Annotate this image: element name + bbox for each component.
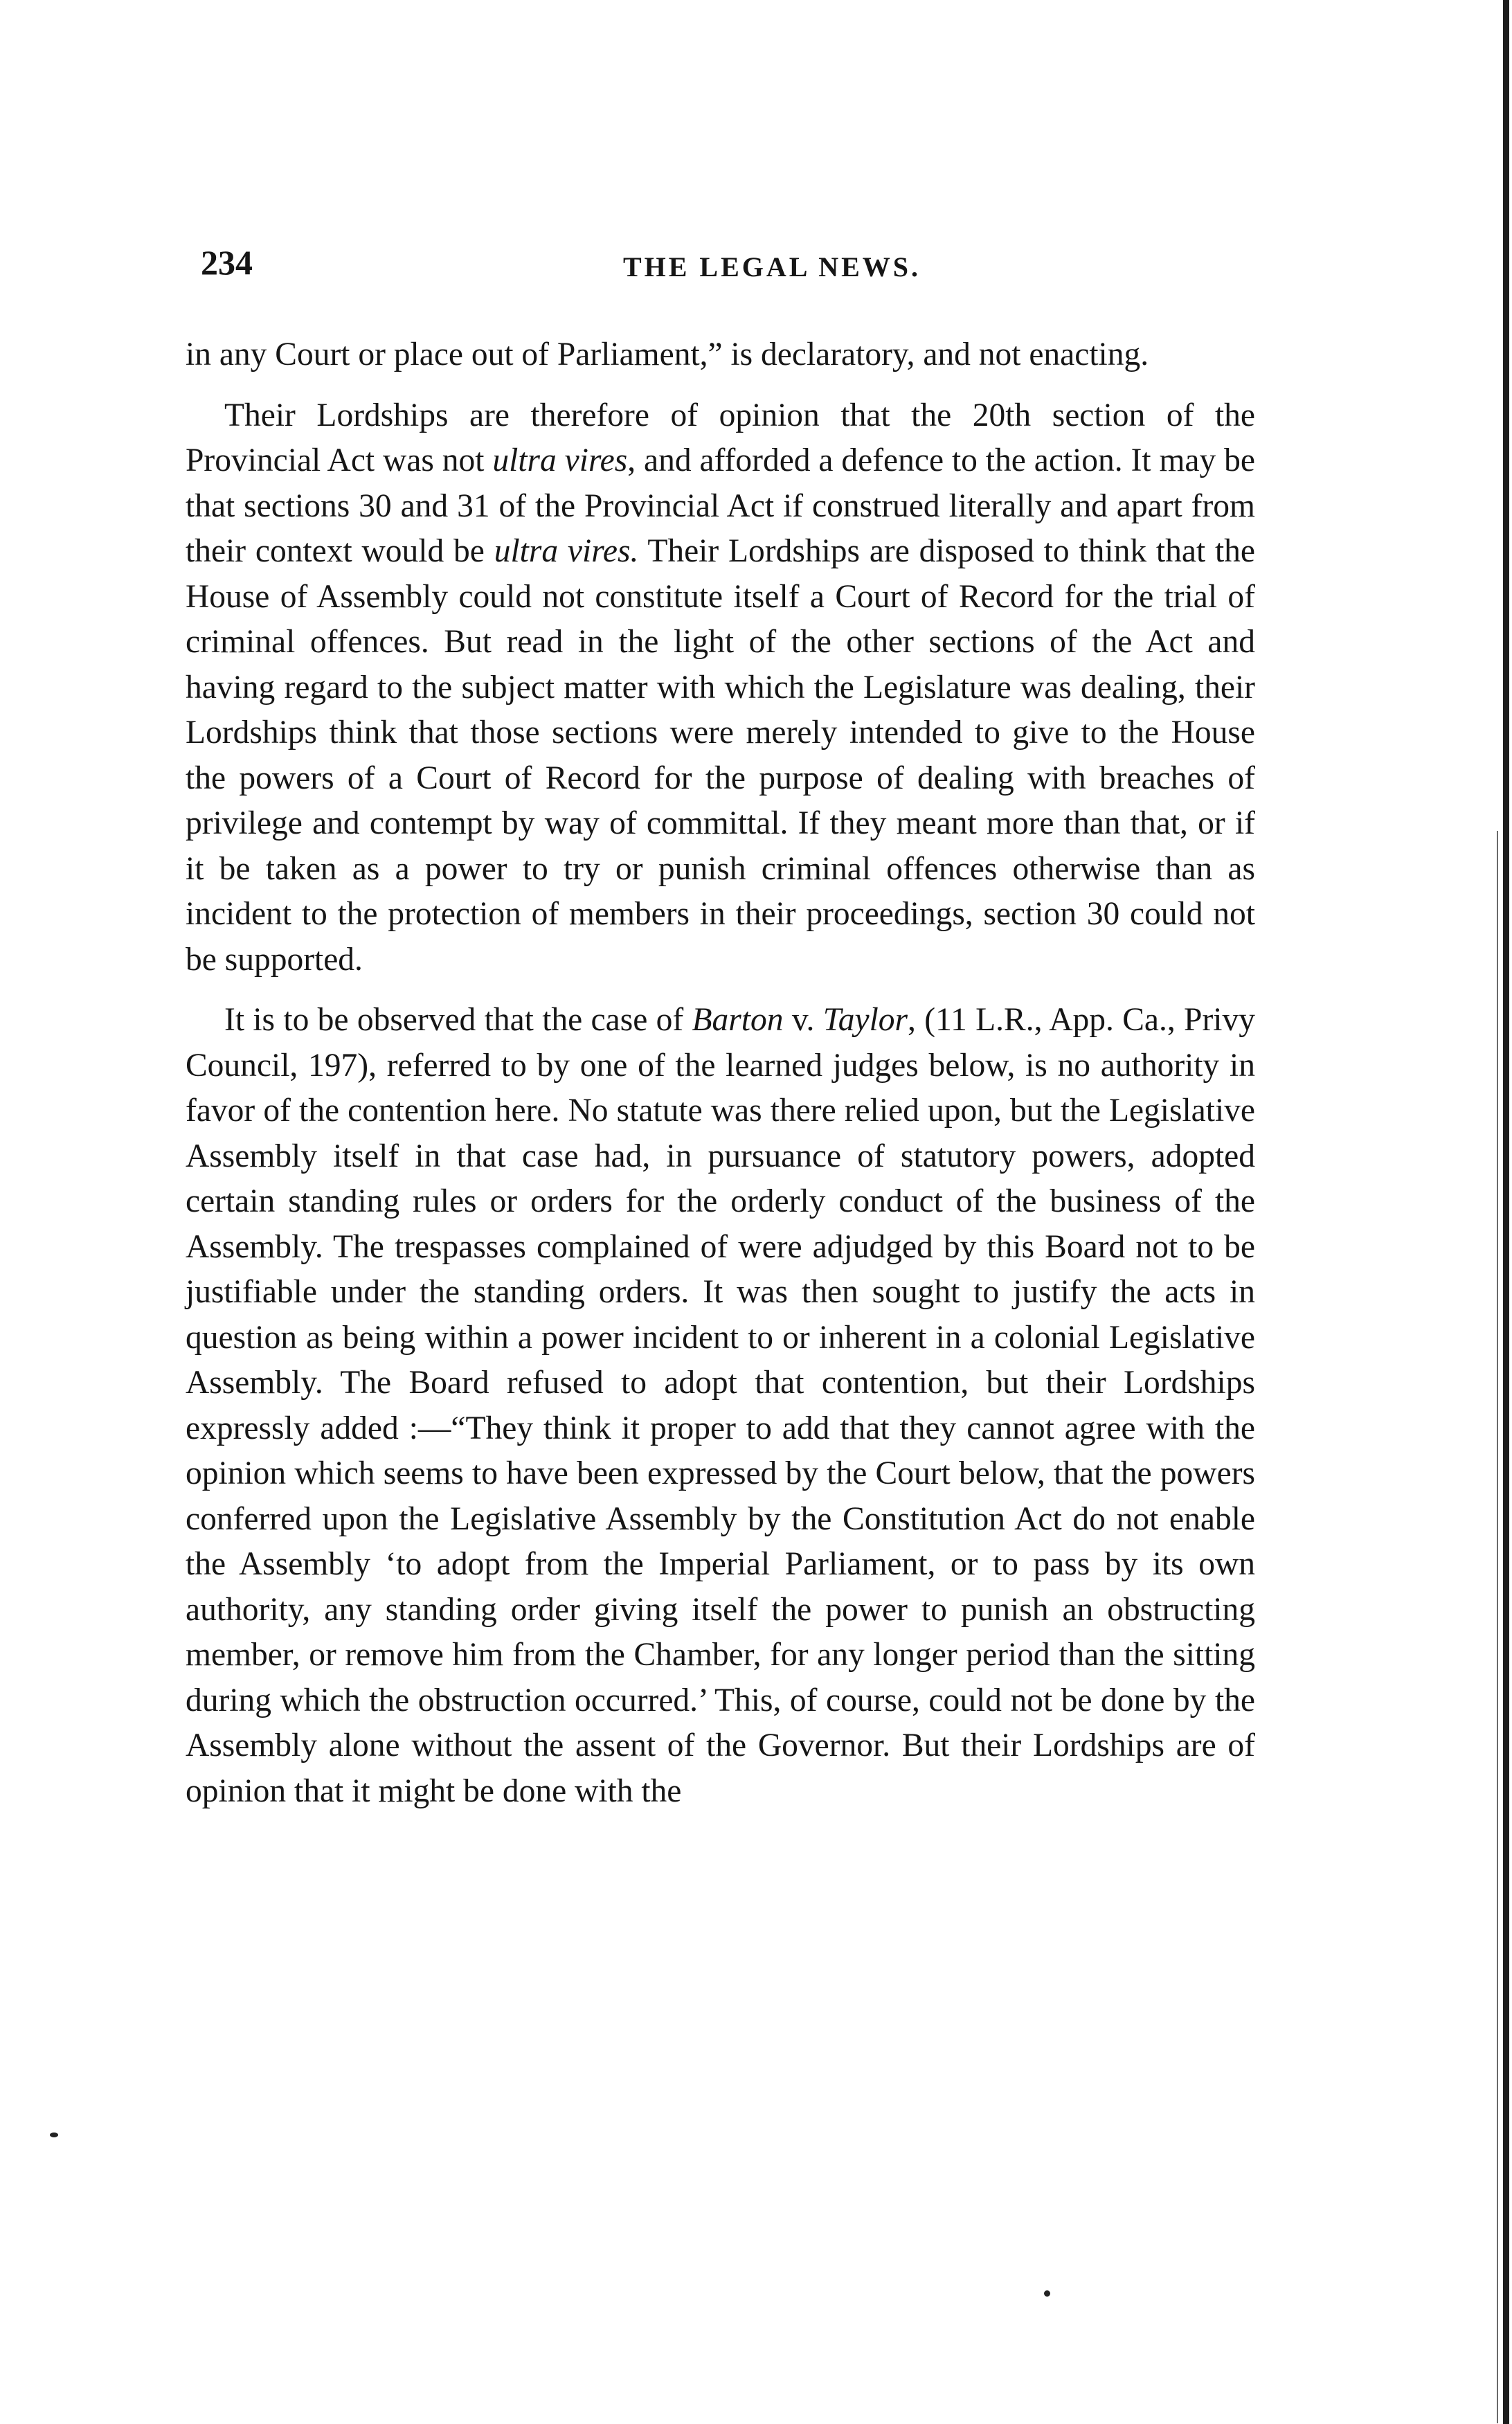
- text-run: It is to be observed that the case of: [224, 1002, 692, 1038]
- running-title: THE LEGAL NEWS.: [622, 251, 921, 282]
- ink-speck: [50, 2133, 58, 2137]
- paragraph-3: [186, 998, 1255, 1814]
- text-run: in any Court or place out of Parliament,” is declaratory, and not enacting.: [186, 336, 1149, 372]
- page-edge-shadow: [1497, 831, 1498, 2423]
- paragraph-2: [186, 393, 1255, 983]
- text-run: , and afforded a defence to the action. It may be that sections 30 and 31 of the Provincial Act if construed literally and apart from their context would be: [186, 442, 1255, 569]
- italic-run: ultra vires: [492, 442, 628, 478]
- italic-run: Taylor: [822, 1002, 908, 1038]
- page-number: 234: [201, 243, 253, 282]
- page-header: [201, 242, 1260, 298]
- text-run: Their Lordships are therefore of opinion that the 20th section of the Provincial Act was not: [186, 397, 1255, 478]
- ink-speck: [1044, 2290, 1050, 2297]
- italic-run: Barton: [692, 1002, 784, 1038]
- text-run: v.: [783, 1002, 823, 1038]
- body-text: [186, 332, 1255, 1814]
- paragraph-1: [186, 332, 1255, 378]
- text-run: , (11 L.R., App. Ca., Privy Council, 197), referred to by one of the learned judges below, is no authority in favor of the contention here. No statute was there relied upon, but the Legislative Assembly itself in that case had, in pursuance of statutory powers, adopted certain standing rules or orders for the orderly conduct of the business of the Assembly. The trespasses complained of were adjudged by this Board not to be justifiable under the standing orders. It was then sought to justify the acts in question as being within a power incident to or inherent in a colonial Legislative Assembly. The Board refused to adopt that contention, but their Lordships expressly added :—“They think it proper to add that they cannot agree with the opinion which seems to have been expressed by the Court below, that the powers conferred upon the Legislative Assembly by the Constitution Act do not enable the Assembly ‘to adopt from the Imperial Parliament, or to pass by its own authority, any standing order giving itself the power to punish an obstructing member, or remove him from the Chamber, for any longer period than the sitting during which the obstruction occurred.’ This, of course, could not be done by the Assembly alone without the assent of the Governor. But their Lordships are of opinion that it might be done with the: [186, 1002, 1255, 1809]
- text-run: Their Lordships are disposed to think that the House of Assembly could not constitute itself a Court of Record for the trial of criminal offences. But read in the light of the other sections of the Act and having regard to the subject matter with which the Legislature was dealing, their Lordships think that those sections were merely intended to give to the House the powers of a Court of Record for the purpose of dealing with breaches of privilege and contempt by way of committal. If they meant more than that, or if it be taken as a power to try or punish criminal offences otherwise than as incident to the protection of members in their proceedings, section 30 could not be supported.: [186, 533, 1256, 978]
- italic-run: ultra vires.: [494, 533, 639, 569]
- page-edge-rule: [1503, 0, 1509, 2424]
